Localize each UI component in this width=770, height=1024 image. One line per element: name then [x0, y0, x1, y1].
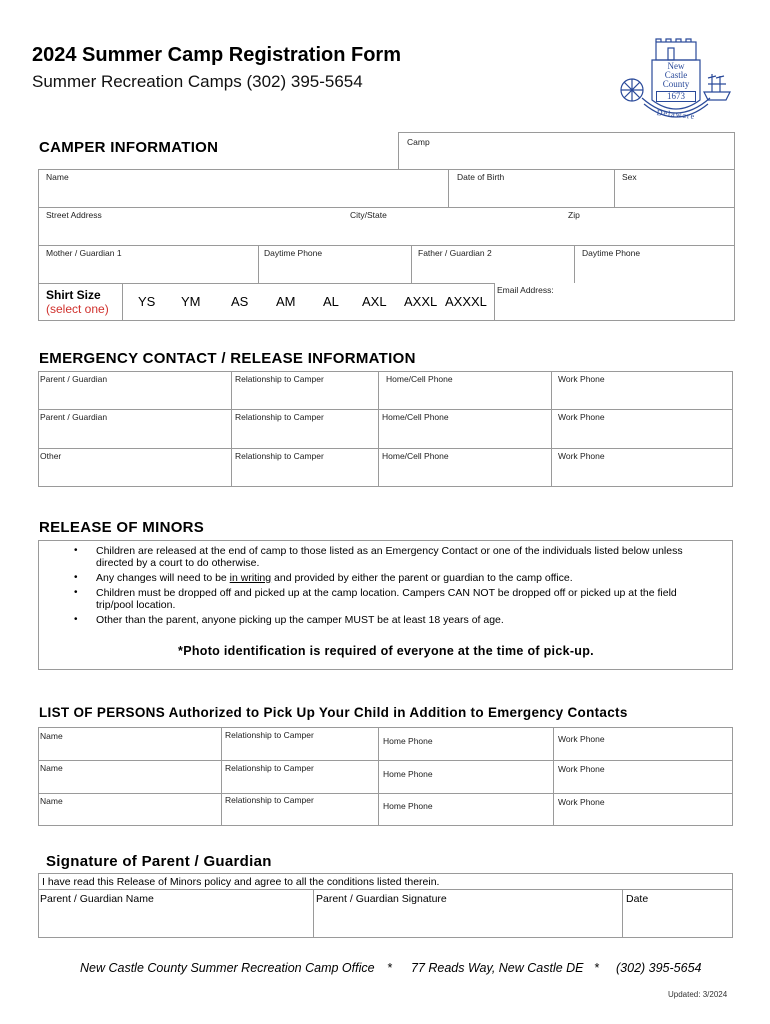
name-field[interactable]: Name: [46, 172, 69, 182]
signature-date-field[interactable]: Date: [626, 893, 649, 905]
release-rules-list: [96, 545, 716, 629]
camp-label: Camp: [407, 137, 430, 147]
authorized-persons-heading: LIST OF PERSONS Authorized to Pick Up Your Child in Addition to Emergency Contacts: [39, 705, 628, 720]
shirt-size-ys[interactable]: YS: [138, 294, 156, 309]
in-writing-underlined: in writing: [229, 572, 272, 584]
parent-guardian-signature-field[interactable]: Parent / Guardian Signature: [316, 893, 447, 905]
authorized-name-2-field[interactable]: Name: [40, 763, 63, 773]
email-field[interactable]: Email Address:: [497, 285, 554, 295]
camp-field[interactable]: [398, 132, 735, 170]
emergency-contact-heading: EMERGENCY CONTACT / RELEASE INFORMATION: [39, 350, 416, 367]
seal-line-1: New: [667, 61, 685, 71]
emergency-relationship-3-field[interactable]: Relationship to Camper: [235, 451, 324, 461]
zip-field[interactable]: Zip: [568, 210, 580, 220]
shirt-size-as[interactable]: AS: [231, 294, 249, 309]
shirt-size-axxl[interactable]: AXXL: [404, 294, 438, 309]
dob-field[interactable]: Date of Birth: [457, 172, 505, 182]
city-state-field[interactable]: City/State: [350, 210, 387, 220]
emergency-parent-1-field[interactable]: Parent / Guardian: [40, 374, 108, 384]
release-rule-1: • Children are released at the end of camp to those listed as an Emergency Contact or one of the individuals listed below unless directed by a court to do otherwise.: [96, 545, 716, 569]
footer-phone: (302) 395-5654: [616, 961, 702, 975]
footer-separator-2: *: [594, 961, 599, 975]
seal-line-2: Castle: [664, 70, 688, 80]
authorized-relationship-1-field[interactable]: Relationship to Camper: [225, 730, 314, 740]
form-subtitle: Summer Recreation Camps (302) 395-5654: [32, 72, 363, 91]
seal-year: 1673: [656, 91, 696, 102]
shirt-size-am[interactable]: AM: [276, 294, 296, 309]
authorized-name-1-field[interactable]: Name: [40, 731, 63, 741]
parent-guardian-name-field[interactable]: Parent / Guardian Name: [40, 893, 154, 905]
release-rule-3: • Children must be dropped off and picked up at the camp location. Campers CAN NOT be dropped off or picked up at the field trip/pool location.: [96, 587, 716, 611]
father-guardian-field[interactable]: Father / Guardian 2: [418, 248, 492, 258]
footer-address: 77 Reads Way, New Castle DE: [411, 961, 584, 975]
emergency-home-phone-2-field[interactable]: Home/Cell Phone: [382, 412, 449, 422]
authorized-work-phone-1-field[interactable]: Work Phone: [558, 734, 605, 744]
authorized-relationship-2-field[interactable]: Relationship to Camper: [225, 763, 314, 773]
authorized-home-phone-2-field[interactable]: Home Phone: [383, 769, 433, 779]
emergency-work-phone-1-field[interactable]: Work Phone: [558, 374, 605, 384]
emergency-home-phone-3-field[interactable]: Home/Cell Phone: [382, 451, 449, 461]
release-agreement-statement: I have read this Release of Minors policy and agree to all the conditions listed therein.: [42, 876, 440, 888]
father-daytime-phone-field[interactable]: Daytime Phone: [582, 248, 641, 258]
release-rule-4: • Other than the parent, anyone picking up the camper MUST be at least 18 years of age.: [96, 614, 716, 626]
shirt-size-axl[interactable]: AXL: [362, 294, 387, 309]
mother-daytime-phone-field[interactable]: Daytime Phone: [264, 248, 323, 258]
emergency-parent-2-field[interactable]: Parent / Guardian: [40, 412, 108, 422]
footer-separator-1: *: [387, 961, 392, 975]
authorized-home-phone-1-field[interactable]: Home Phone: [383, 736, 433, 746]
mother-guardian-field[interactable]: Mother / Guardian 1: [46, 248, 122, 258]
authorized-relationship-3-field[interactable]: Relationship to Camper: [225, 795, 314, 805]
footer-office: New Castle County Summer Recreation Camp Office: [80, 961, 375, 975]
photo-id-note: *Photo identification is required of everyone at the time of pick-up.: [178, 644, 594, 658]
shirt-size-al[interactable]: AL: [323, 294, 339, 309]
emergency-contact-table: [38, 371, 733, 487]
form-title: 2024 Summer Camp Registration Form: [32, 44, 401, 66]
emergency-work-phone-2-field[interactable]: Work Phone: [558, 412, 605, 422]
emergency-work-phone-3-field[interactable]: Work Phone: [558, 451, 605, 461]
sex-field[interactable]: Sex: [622, 172, 637, 182]
emergency-relationship-1-field[interactable]: Relationship to Camper: [235, 374, 324, 384]
authorized-work-phone-2-field[interactable]: Work Phone: [558, 764, 605, 774]
authorized-home-phone-3-field[interactable]: Home Phone: [383, 801, 433, 811]
seal-state: Delaware: [656, 108, 696, 121]
updated-date: Updated: 3/2024: [668, 990, 728, 999]
release-rule-2: • Any changes will need to be in writing and provided by either the parent or guardian to the camp office.: [96, 572, 716, 584]
camper-info-heading: CAMPER INFORMATION: [39, 139, 219, 156]
release-of-minors-heading: RELEASE OF MINORS: [39, 519, 205, 536]
emergency-home-phone-1-field[interactable]: Home/Cell Phone: [386, 374, 453, 384]
shirt-size-label: Shirt Size: [46, 288, 101, 302]
seal-line-3: County: [662, 79, 690, 89]
authorized-name-3-field[interactable]: Name: [40, 796, 63, 806]
shirt-size-ym[interactable]: YM: [181, 294, 201, 309]
signature-heading: Signature of Parent / Guardian: [46, 853, 272, 870]
county-seal-logo: [616, 38, 736, 130]
shirt-size-axxxl[interactable]: AXXXL: [445, 294, 487, 309]
authorized-work-phone-3-field[interactable]: Work Phone: [558, 797, 605, 807]
street-field[interactable]: Street Address: [46, 210, 102, 220]
emergency-other-field[interactable]: Other: [40, 451, 62, 461]
emergency-relationship-2-field[interactable]: Relationship to Camper: [235, 412, 324, 422]
shirt-size-hint: (select one): [46, 302, 109, 316]
